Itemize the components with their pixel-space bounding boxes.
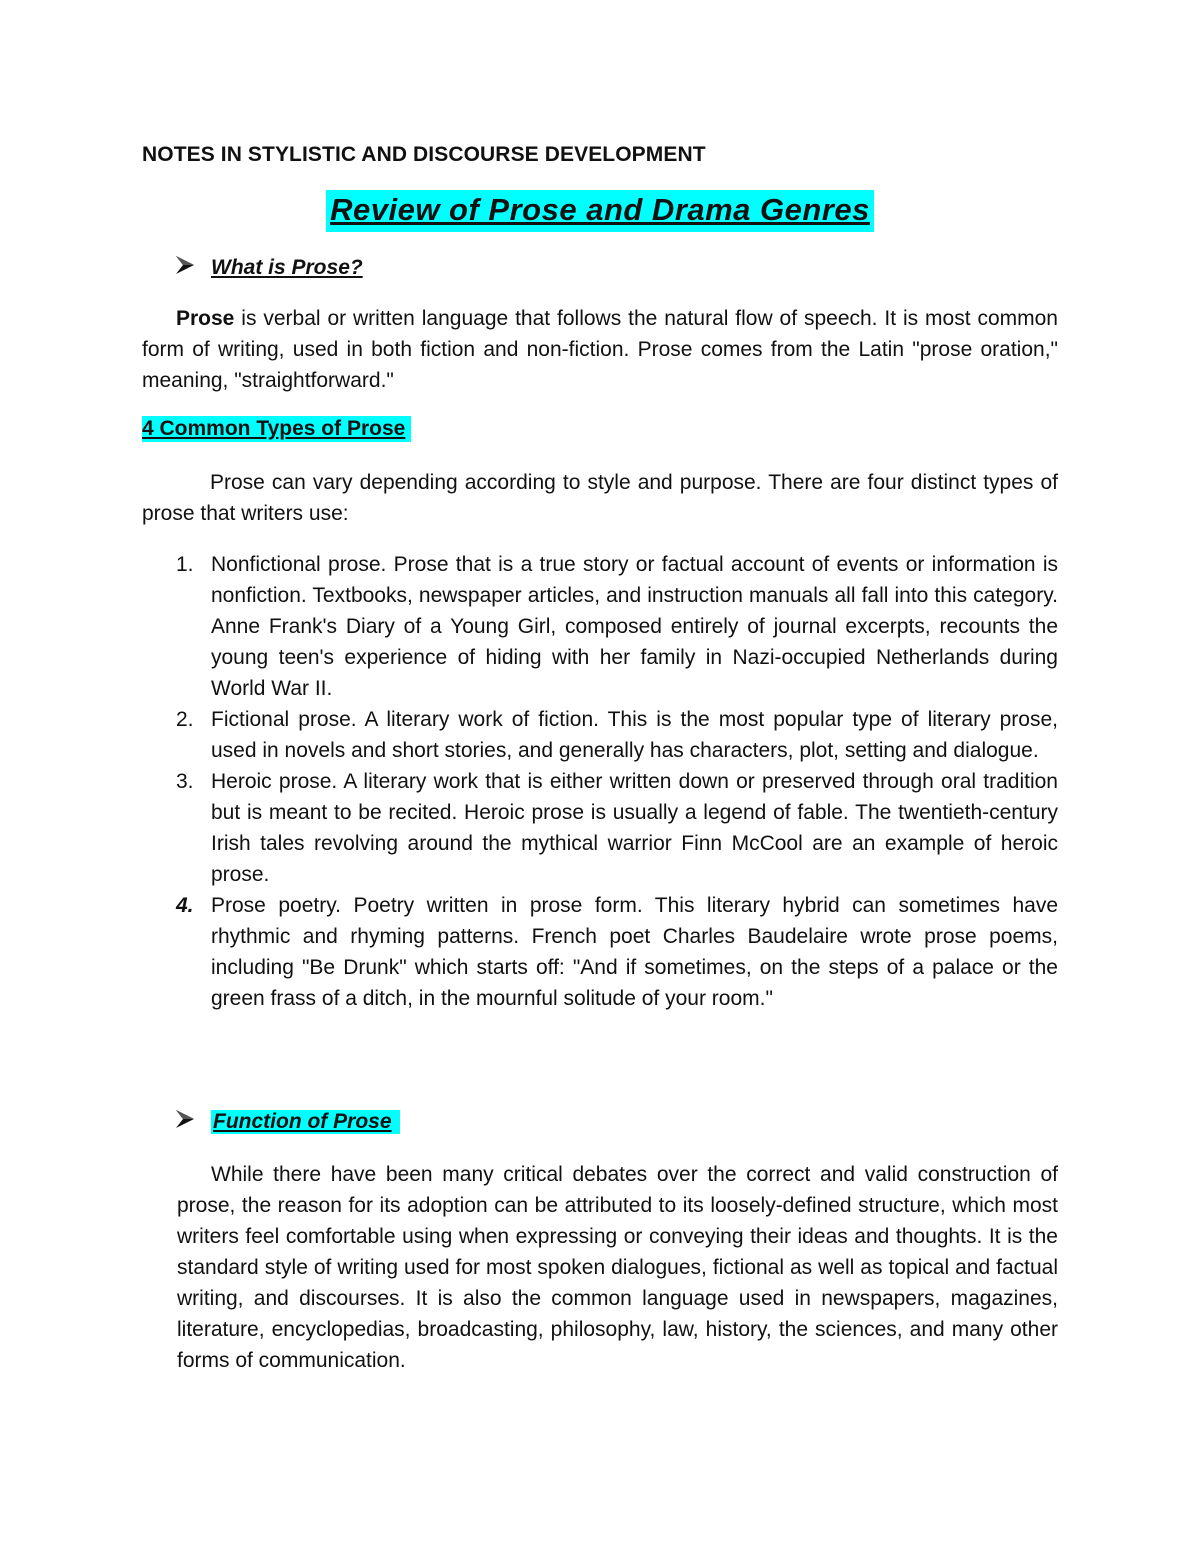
- list-item-number: 3.: [176, 770, 194, 793]
- function-of-prose-text: While there have been many critical debates over the correct and valid construction of prose, the reason for its adoption can be attributed to its loosely-defined structure, which most writers feel comfortable using when expressing or conveying their ideas and thoughts. It is the standard style of writing used for most spoken dialogues, fictional as well as topical and factual writing, and discourses. It is also the common language used in newspapers, magazines, literature, encyclopedias, broadcasting, philosophy, law, history, the sciences, and many other forms of communication.: [177, 1163, 1058, 1372]
- function-of-prose-heading-text: Function of Prose: [211, 1110, 400, 1134]
- prose-definition-text: is verbal or written language that follows the natural flow of speech. It is most common form of writing, used in both fiction and non-fiction. Prose comes from the Latin "prose oration," meaning, "straightforward.": [142, 307, 1058, 392]
- prose-types-list: [142, 549, 1058, 1014]
- list-item: [142, 704, 1058, 766]
- list-item: [142, 549, 1058, 704]
- list-item-number: 1.: [176, 553, 194, 576]
- list-item-text: Fictional prose. A literary work of fiction. This is the most popular type of literary prose, used in novels and short stories, and generally has characters, plot, setting and dialogue.: [211, 708, 1058, 762]
- course-title: NOTES IN STYLISTIC AND DISCOURSE DEVELOPMENT: [142, 143, 706, 166]
- prose-term: Prose: [176, 307, 235, 330]
- function-of-prose-paragraph: [177, 1159, 1058, 1376]
- arrowhead-bullet-icon: [174, 1109, 198, 1135]
- list-item: [142, 766, 1058, 890]
- what-is-prose-heading-text: What is Prose?: [211, 256, 363, 279]
- function-of-prose-heading: [174, 1109, 400, 1135]
- list-item-number: 4.: [176, 894, 194, 917]
- types-of-prose-heading: 4 Common Types of Prose: [142, 416, 411, 442]
- arrowhead-bullet-icon: [174, 255, 198, 281]
- list-item: [142, 890, 1058, 1014]
- list-item-text: Prose poetry. Poetry written in prose form. This literary hybrid can sometimes have rhythmic and rhyming patterns. French poet Charles Baudelaire wrote prose poems, including "Be Drunk" which starts off: "And if sometimes, on the steps of a palace or the green frass of a ditch, in the mournful solitude of your room.": [211, 894, 1058, 1010]
- list-item-number: 2.: [176, 708, 194, 731]
- prose-definition-paragraph: [142, 303, 1058, 396]
- types-intro-paragraph: [142, 467, 1058, 529]
- types-intro-text: Prose can vary depending according to style and purpose. There are four distinct types of prose that writers use:: [142, 471, 1058, 525]
- list-item-text: Heroic prose. A literary work that is either written down or preserved through oral tradition but is meant to be recited. Heroic prose is usually a legend of fable. The twentieth-century Irish tales revolving around the mythical warrior Finn McCool are an example of heroic prose.: [211, 770, 1058, 886]
- list-item-text: Nonfictional prose. Prose that is a true story or factual account of events or information is nonfiction. Textbooks, newspaper articles, and instruction manuals all fall into this category. Anne Frank's Diary of a Young Girl, composed entirely of journal excerpts, recounts the young teen's experience of hiding with her family in Nazi-occupied Netherlands during World War II.: [211, 553, 1058, 700]
- what-is-prose-heading: [174, 255, 363, 281]
- main-title: Review of Prose and Drama Genres: [326, 190, 874, 232]
- main-title-container: [0, 190, 1200, 232]
